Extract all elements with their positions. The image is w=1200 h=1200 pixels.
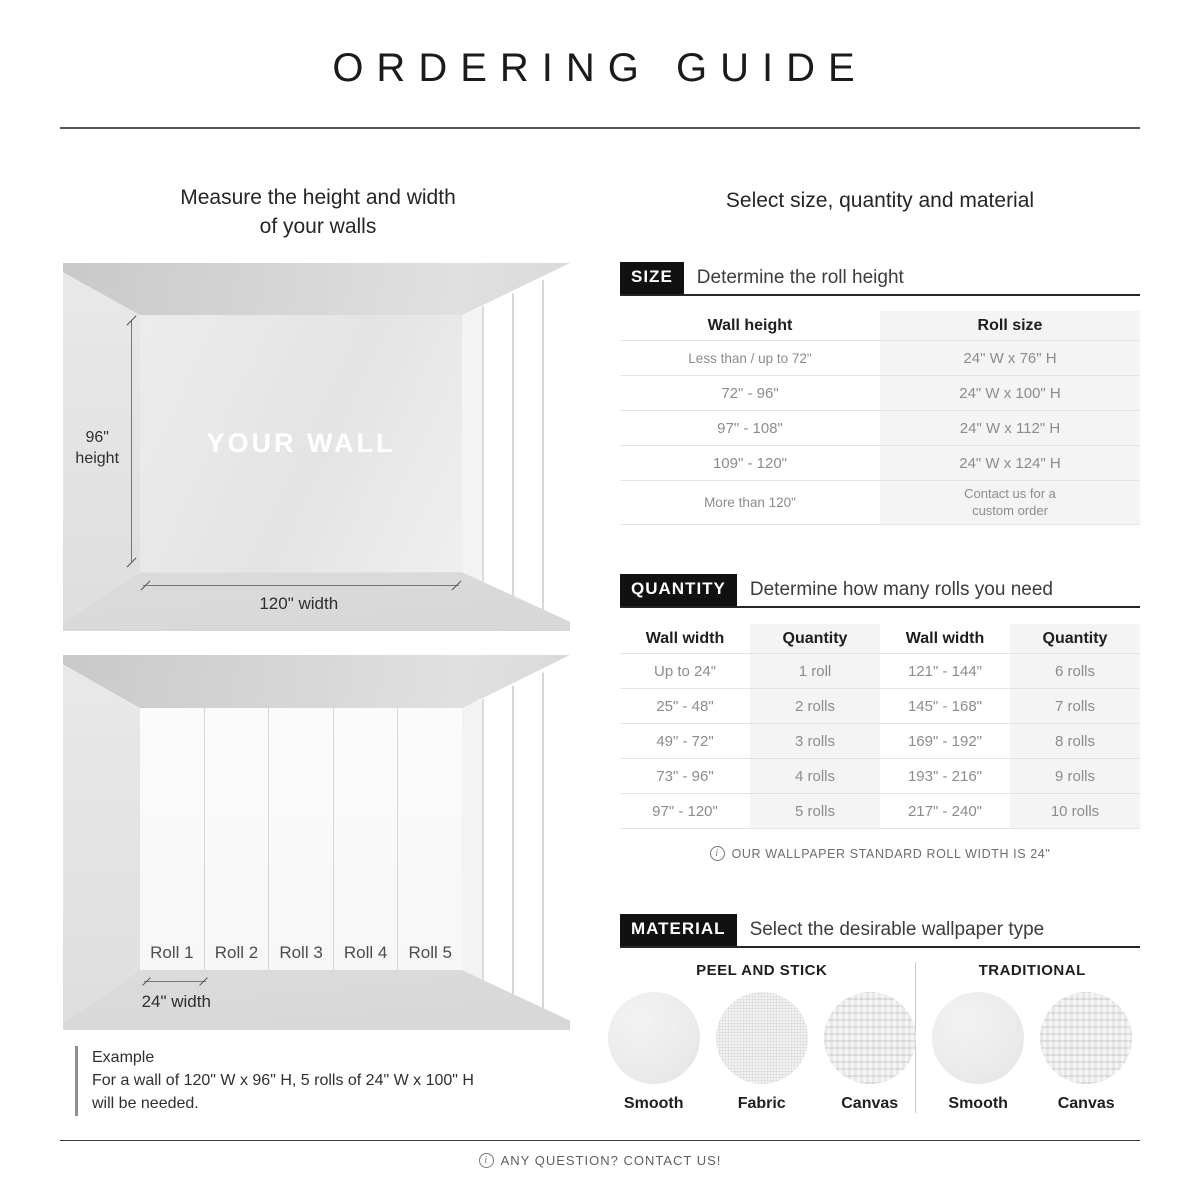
example-block: [75, 1046, 474, 1116]
size-col-header: Roll size: [880, 311, 1140, 341]
size-cell-roll: 24" W x 112" H: [880, 411, 1140, 446]
footer-divider: [60, 1140, 1140, 1141]
quantity-cell: 121" - 144": [880, 654, 1010, 689]
width-dimension-label: 120" width: [259, 594, 339, 614]
material-badge: MATERIAL: [620, 914, 737, 946]
measure-heading-line2: of your walls: [259, 215, 377, 239]
swatch-label: Smooth: [623, 1095, 684, 1112]
room-illustration-your-wall: [63, 263, 570, 631]
size-section-header: [620, 262, 1140, 296]
material-groups: [620, 962, 1140, 1113]
quantity-cell: 217" - 240": [880, 794, 1010, 829]
example-line1: For a wall of 120" W x 96" H, 5 rolls of 24" W x 100" H: [92, 1072, 474, 1090]
roll-label: Roll 5: [408, 943, 452, 962]
example-line2: will be needed.: [92, 1095, 199, 1113]
size-col-header: Wall height: [620, 311, 880, 341]
roll-panels: [140, 708, 462, 970]
size-section-title: Determine the roll height: [696, 267, 904, 288]
measure-heading: [58, 183, 578, 242]
roll-width-dimension-label: 24" width: [141, 991, 211, 1011]
size-cell-wall: 109" - 120": [620, 446, 880, 481]
quantity-cell: 2 rolls: [750, 689, 880, 724]
size-cell-wall: Less than / up to 72": [620, 341, 880, 376]
swatch-row: [608, 992, 916, 1113]
roll-label: Roll 1: [150, 943, 194, 962]
height-word: height: [75, 450, 120, 468]
room-illustration-rolls: [63, 655, 570, 1030]
material-group-peel-and-stick: [620, 962, 916, 1113]
swatch-label: Canvas: [841, 1095, 899, 1112]
quantity-cell: 4 rolls: [750, 759, 880, 794]
swatch-item: [1040, 992, 1132, 1113]
size-cell-wall: 72" - 96": [620, 376, 880, 411]
swatch-item: [608, 992, 700, 1113]
info-icon: i: [710, 846, 725, 861]
quantity-cell: 25" - 48": [620, 689, 750, 724]
swatch-label: Smooth: [948, 1095, 1008, 1112]
roll-label: Roll 4: [343, 943, 388, 962]
material-group-traditional: [916, 962, 1140, 1113]
quantity-cell: 10 rolls: [1010, 794, 1140, 829]
quantity-cell: 3 rolls: [750, 724, 880, 759]
footer-contact-text: ANY QUESTION? CONTACT US!: [500, 1153, 722, 1168]
quantity-cell: 1 roll: [750, 654, 880, 689]
quantity-col-header: Quantity: [1010, 624, 1140, 654]
swatch-item: [824, 992, 916, 1113]
height-dimension-line: [131, 320, 132, 563]
roll-width-note: [620, 846, 1140, 861]
size-section: [620, 262, 1140, 525]
material-group-title: PEEL AND STICK: [696, 962, 828, 979]
quantity-col-header: Wall width: [880, 624, 1010, 654]
size-cell-roll: [880, 481, 1140, 525]
window-mullions: [484, 263, 570, 631]
material-section-header: [620, 914, 1140, 948]
quantity-section-title: Determine how many rolls you need: [749, 579, 1053, 600]
quantity-cell: 6 rolls: [1010, 654, 1140, 689]
footer-contact: [0, 1153, 1200, 1168]
roll-panel: [205, 708, 270, 970]
quantity-cell: Up to 24": [620, 654, 750, 689]
quantity-cell: 9 rolls: [1010, 759, 1140, 794]
roll-panel: [140, 708, 205, 970]
swatch-label: Fabric: [737, 1095, 786, 1112]
your-wall-surface: [140, 315, 462, 572]
quantity-cell: 169" - 192": [880, 724, 1010, 759]
height-value: 96": [85, 428, 109, 446]
smooth-texture-swatch: [932, 992, 1024, 1084]
roll-label: Roll 3: [279, 943, 323, 962]
example-title: Example: [92, 1049, 155, 1066]
canvas-texture-swatch: [824, 992, 916, 1084]
your-wall-label: YOUR WALL: [206, 428, 396, 459]
custom-order-text: Contact us for a custom order: [964, 486, 1056, 518]
quantity-section-header: [620, 574, 1140, 608]
canvas-texture-swatch: [1040, 992, 1132, 1084]
size-cell-wall: More than 120": [620, 481, 880, 525]
smooth-texture-swatch: [608, 992, 700, 1084]
roll-panel: [334, 708, 399, 970]
width-dimension-line: [143, 585, 459, 586]
quantity-cell: 7 rolls: [1010, 689, 1140, 724]
quantity-cell: 193" - 216": [880, 759, 1010, 794]
quantity-cell: 145" - 168": [880, 689, 1010, 724]
quantity-table: [620, 624, 1140, 829]
material-section: [620, 914, 1140, 1113]
roll-label: Roll 2: [214, 943, 259, 962]
roll-panel: [269, 708, 334, 970]
size-cell-roll: 24" W x 124" H: [880, 446, 1140, 481]
quantity-cell: 8 rolls: [1010, 724, 1140, 759]
swatch-item: [716, 992, 808, 1113]
size-cell-roll: 24" W x 100" H: [880, 376, 1140, 411]
header-divider: [60, 127, 1140, 129]
height-dimension-label: [66, 427, 129, 470]
quantity-col-header: Wall width: [620, 624, 750, 654]
swatch-row: [932, 992, 1132, 1113]
roll-width-dimension-line: [144, 981, 206, 982]
material-group-title: TRADITIONAL: [978, 962, 1086, 979]
roll-width-note-text: OUR WALLPAPER STANDARD ROLL WIDTH IS 24": [731, 846, 1051, 861]
info-icon: i: [479, 1153, 494, 1168]
quantity-col-header: Quantity: [750, 624, 880, 654]
size-cell-roll: 24" W x 76" H: [880, 341, 1140, 376]
quantity-cell: 5 rolls: [750, 794, 880, 829]
quantity-section: [620, 574, 1140, 829]
page-title: ORDERING GUIDE: [332, 46, 868, 90]
roll-panel: [398, 708, 462, 970]
size-badge: SIZE: [620, 262, 684, 294]
select-heading: Select size, quantity and material: [725, 189, 1035, 212]
quantity-badge: QUANTITY: [620, 574, 737, 606]
quantity-cell: 49" - 72": [620, 724, 750, 759]
swatch-label: Canvas: [1057, 1095, 1115, 1112]
quantity-cell: 73" - 96": [620, 759, 750, 794]
measure-heading-line1: Measure the height and width: [180, 186, 456, 209]
swatch-item: [932, 992, 1024, 1113]
fabric-texture-swatch: [716, 992, 808, 1084]
size-cell-wall: 97" - 108": [620, 411, 880, 446]
quantity-cell: 97" - 120": [620, 794, 750, 829]
size-table: [620, 311, 1140, 525]
window-mullions: [484, 655, 570, 1030]
material-section-title: Select the desirable wallpaper type: [749, 919, 1045, 940]
